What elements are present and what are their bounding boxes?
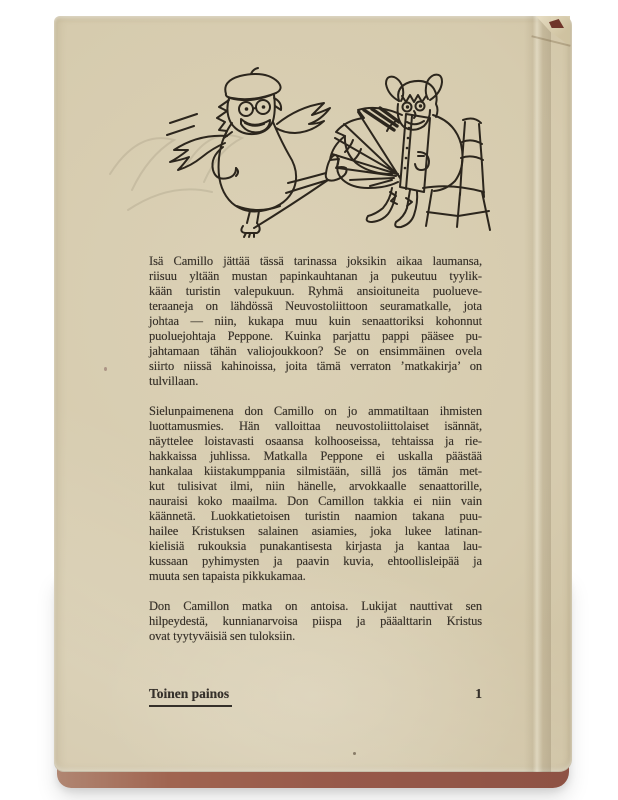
- blurb-line: näyttelee loistavasti osaansa kolhooseissa, tehtaissa ja rie-: [149, 434, 482, 448]
- blurb-line: puoluejohtaja Peppone. Kuinka parjattu pappi pääsee pu-: [149, 329, 482, 343]
- blurb-paragraph-2: [149, 404, 482, 584]
- blurb-line: Isä Camillo jättää tässä tarinassa joksikin aikaa laumansa,: [149, 254, 482, 268]
- blurb-line: kut tulisivat ilmi, niin hänelle, arvokkaalle senaattorille,: [149, 479, 482, 493]
- blurb-line: ovat tyytyväisiä sen tuloksiin.: [149, 629, 296, 643]
- paper-speck: [353, 752, 356, 755]
- blurb-paragraph-3: [149, 599, 482, 644]
- blurb-line: teraaneja on lähdössä Neuvostoliittoon seuramatkalle, jota: [149, 299, 482, 313]
- footer: [149, 686, 482, 707]
- blurb-line: jahtamaan tähän valiojoukkoon? Se on ensimmäinen ovela: [149, 344, 482, 358]
- blurb-line: luottamusmies. Hän valloittaa neuvostoliittolaiset isännät,: [149, 419, 482, 433]
- devil-accordion-character-drawing: [330, 75, 490, 230]
- blurb-line: tulvillaan.: [149, 374, 199, 388]
- page-number: 1: [475, 686, 482, 701]
- blurb-line: johtaa — niin, kukapa muu kuin senaattoriksi kohonnut: [149, 314, 482, 328]
- blurb-line: hankalaa kiistakumppania silmistään, sillä jos tämän met-: [149, 464, 482, 478]
- blurb-line: kussaan pyhimysten ja paavin kuvia, ehtoollisleipää ja: [149, 554, 482, 568]
- paper-speck: [104, 367, 107, 371]
- cartoon-illustration: [140, 60, 500, 245]
- blurb-line: kielisiä rukouksia punakantisesta kirjasta ja kantaa lau-: [149, 539, 482, 553]
- blurb-text: [149, 254, 482, 644]
- blurb-line: hailee Kristuksen salainen asiamies, joka lukee latinan-: [149, 524, 482, 538]
- blurb-line: kään turistin valepukuun. Ryhmä ansioituneita puolueve-: [149, 284, 482, 298]
- dust-jacket: [54, 16, 572, 772]
- blurb-line: Don Camillon matka on antoisa. Lukijat nauttivat sen: [149, 599, 482, 613]
- blurb-line: hakkaissa juhlissa. Matkalla Peppone ei uskalla päästää: [149, 449, 482, 463]
- blurb-line: siirto niissä kahinoissa, joita tämä verraton ’matkakirja’ on: [149, 359, 482, 373]
- blurb-line: käännetä. Luokkatietoisen turistin naamion takana puu-: [149, 509, 482, 523]
- blurb-paragraph-1: [149, 254, 482, 389]
- blurb-line: Sielunpaimenena don Camillo on jo ammatiltaan ihmisten: [149, 404, 482, 418]
- spine-crease: [524, 16, 551, 772]
- edition-label: Toinen painos: [149, 686, 232, 707]
- blurb-line: muuta sen tapaista pikkukamaa.: [149, 569, 306, 583]
- blurb-line: nauraisi koko maailma. Don Camillon takkia ei niin vain: [149, 494, 482, 508]
- blurb-line: riisuu yltään mustan papinkauhtanan ja pukeutuu tyylik-: [149, 269, 482, 283]
- book-back-cover: [54, 16, 572, 788]
- blurb-line: hilpeydestä, kunnianarvoisa piispa ja pääalttarin Kristus: [149, 614, 482, 628]
